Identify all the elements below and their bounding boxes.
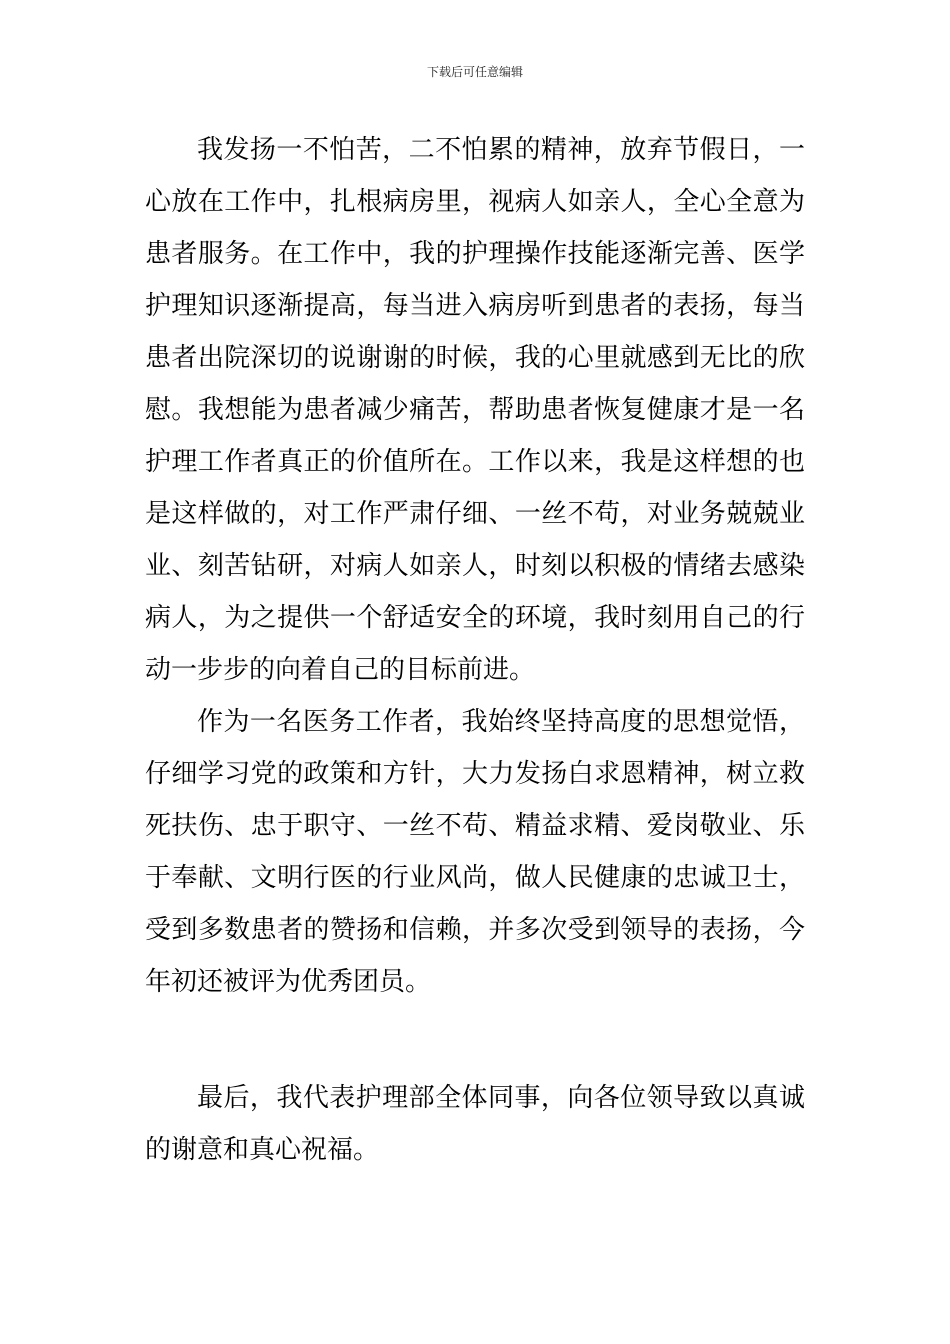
paragraph-1-container <box>145 124 805 696</box>
paragraph-2: 作为一名医务工作者，我始终坚持高度的思想觉悟，仔细学习党的政策和方针，大力发扬白求恩精神，树立救死扶伤、忠于职守、一丝不苟、精益求精、爱岗敬业、乐于奉献、文明行医的行业风尚，做人民健康的忠诚卫士，受到多数患者的赞扬和信赖，并多次受到领导的表扬，今年初还被评为优秀团员。 <box>145 707 805 997</box>
paragraph-3: 最后，我代表护理部全体同事，向各位领导致以真诚的谢意和真心祝福。 <box>145 1083 805 1165</box>
paragraph-3-container <box>145 1072 805 1176</box>
header-note: 下载后可任意编辑 <box>426 65 523 79</box>
paragraph-2-container <box>145 696 805 1008</box>
paragraph-1: 我发扬一不怕苦，二不怕累的精神，放弃节假日，一心放在工作中，扎根病房里，视病人如亲人，全心全意为患者服务。在工作中，我的护理操作技能逐渐完善、医学护理知识逐渐提高，每当进入病房听到患者的表扬，每当患者出院深切的说谢谢的时候，我的心里就感到无比的欣慰。我想能为患者减少痛苦，帮助患者恢复健康才是一名护理工作者真正的价值所在。工作以来，我是这样想的也是这样做的，对工作严肃仔细、一丝不苟，对业务兢兢业业、刻苦钻研，对病人如亲人，时刻以积极的情绪去感染病人，为之提供一个舒适安全的环境，我时刻用自己的行动一步步的向着自己的目标前进。 <box>145 135 805 685</box>
